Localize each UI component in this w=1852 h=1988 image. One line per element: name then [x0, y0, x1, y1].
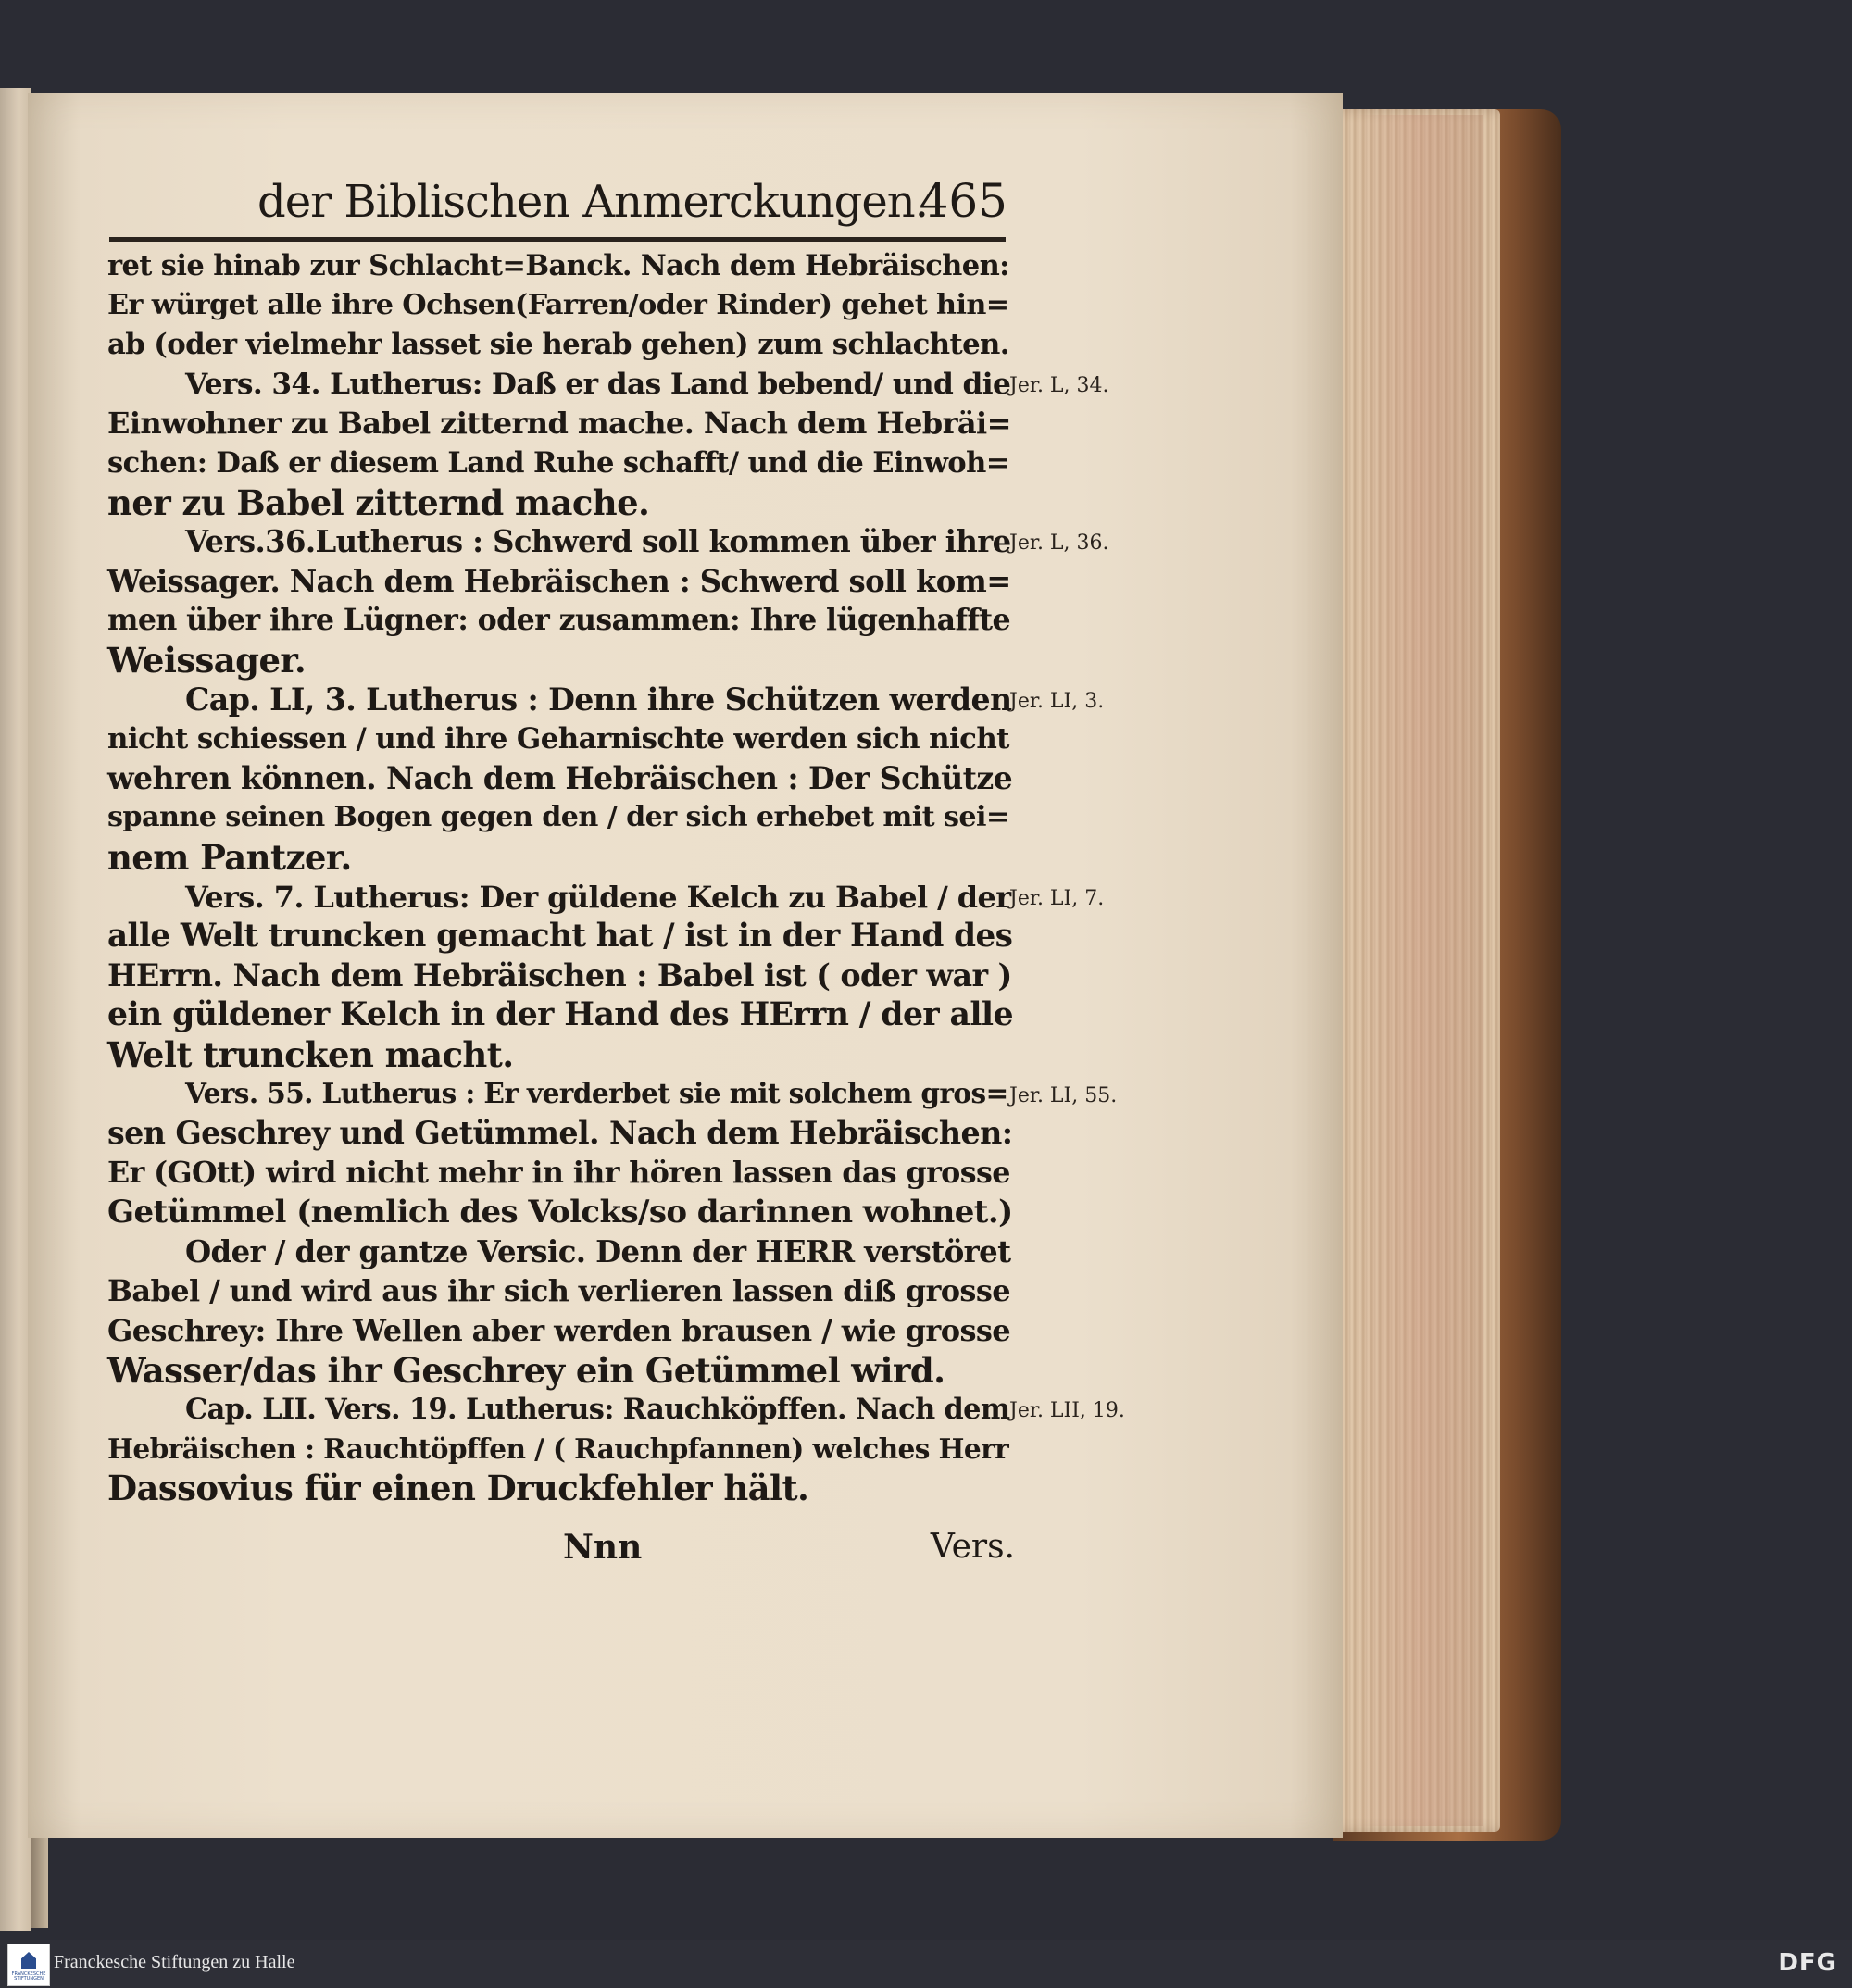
margin-note: Jer. LI, 3.	[1009, 689, 1105, 713]
text-line: alle Welt truncken gemacht hat / ist in der Hand des	[107, 918, 1013, 956]
margin-note: Jer. LI, 7.	[1009, 886, 1105, 910]
text-line: Weissager. Nach dem Hebräischen : Schwerd soll kom=	[107, 563, 1011, 599]
dfg-logo[interactable]: DFG	[1778, 1949, 1837, 1977]
text-line: Er (GOtt) wird nicht mehr in ihr hören lassen das grosse	[107, 1155, 1010, 1190]
text-line: Weissager.	[107, 639, 307, 681]
institution-logo[interactable]	[7, 1944, 50, 1986]
text-line: Dassovius für einen Druckfehler hält.	[107, 1468, 809, 1509]
text-line: spanne seinen Bogen gegen den / der sich erhebet mit sei=	[107, 801, 1009, 834]
text-line: sen Geschrey und Getümmel. Nach dem Hebräischen:	[107, 1115, 1013, 1152]
text-line: wehren können. Nach dem Hebräischen : Der Schütze	[107, 759, 1013, 796]
text-line: ner zu Babel zitternd mache.	[107, 481, 650, 523]
building-icon	[21, 1952, 36, 1969]
catchword: Vers.	[930, 1528, 1015, 1566]
page-header	[109, 174, 1007, 239]
text-line: Cap. LII. Vers. 19. Lutherus: Rauchköpffen. Nach dem	[185, 1393, 1010, 1427]
text-line: Vers. 34. Lutherus: Daß er das Land bebend/ und die	[185, 367, 1011, 401]
text-line: Cap. LI, 3. Lutherus : Denn ihre Schützen werden	[185, 681, 1012, 718]
text-line: Welt truncken macht.	[107, 1033, 514, 1075]
page-number: 465	[919, 174, 1007, 228]
header-rule	[109, 237, 1006, 242]
text-line: nem Pantzer.	[107, 836, 352, 878]
logo-caption: FRANCKESCHE STIFTUNGEN	[11, 1971, 46, 1982]
text-line: Vers. 7. Lutherus: Der güldene Kelch zu Babel / der	[185, 879, 1011, 915]
text-line: Er würget alle ihre Ochsen(Farren/oder Rinder) gehet hin=	[107, 288, 1009, 321]
text-line: men über ihre Lügner: oder zusammen: Ihre lügenhaffte	[107, 603, 1010, 638]
institution-name[interactable]: Franckesche Stiftungen zu Halle	[54, 1952, 295, 1972]
text-line: nicht schiessen / und ihre Geharnischte werden sich nicht	[107, 722, 1009, 756]
page-edge-tint	[1354, 115, 1483, 1826]
text-line: ab (oder vielmehr lasset sie herab gehen) zum schlachten.	[107, 328, 1009, 362]
text-line: Wasser/das ihr Geschrey ein Getümmel wird.	[107, 1349, 945, 1391]
page-foot	[107, 1528, 1015, 1569]
text-line: Babel / und wird aus ihr sich verlieren lassen diß grosse	[107, 1273, 1010, 1309]
running-title: der Biblischen Anmerckungen.	[257, 176, 928, 228]
margin-note: Jer. LII, 19.	[1009, 1399, 1125, 1423]
text-line: Vers.36.Lutherus : Schwerd soll kommen über ihre	[185, 524, 1011, 560]
text-line: Oder / der gantze Versic. Denn der HERR verstöret	[185, 1233, 1011, 1269]
margin-note: Jer. LI, 55.	[1009, 1083, 1118, 1107]
text-line: Einwohner zu Babel zitternd mache. Nach dem Hebräi=	[107, 406, 1011, 442]
text-line: Vers. 55. Lutherus : Er verderbet sie mit solchem gros=	[185, 1077, 1008, 1110]
text-line: ein güldener Kelch in der Hand des HErrn / der alle	[107, 995, 1013, 1034]
margin-note: Jer. L, 34.	[1009, 373, 1109, 397]
body-text	[107, 246, 1015, 1508]
text-line: ret sie hinab zur Schlacht=Banck. Nach dem Hebräischen:	[107, 249, 1009, 282]
text-line: schen: Daß er diesem Land Ruhe schafft/ und die Einwoh=	[107, 445, 1009, 480]
signature-mark: Nnn	[563, 1528, 643, 1567]
text-line: Hebräischen : Rauchtöpffen / ( Rauchpfannen) welches Herr	[107, 1432, 1009, 1465]
text-line: Getümmel (nemlich des Volcks/so darinnen wohnet.)	[107, 1194, 1013, 1232]
text-line: Geschrey: Ihre Wellen aber werden brausen / wie grosse	[107, 1313, 1011, 1349]
text-line: HErrn. Nach dem Hebräischen : Babel ist ( oder war )	[107, 956, 1012, 994]
margin-note: Jer. L, 36.	[1009, 531, 1109, 556]
facing-page-edge	[0, 88, 31, 1931]
viewer-footer	[0, 1940, 1852, 1988]
